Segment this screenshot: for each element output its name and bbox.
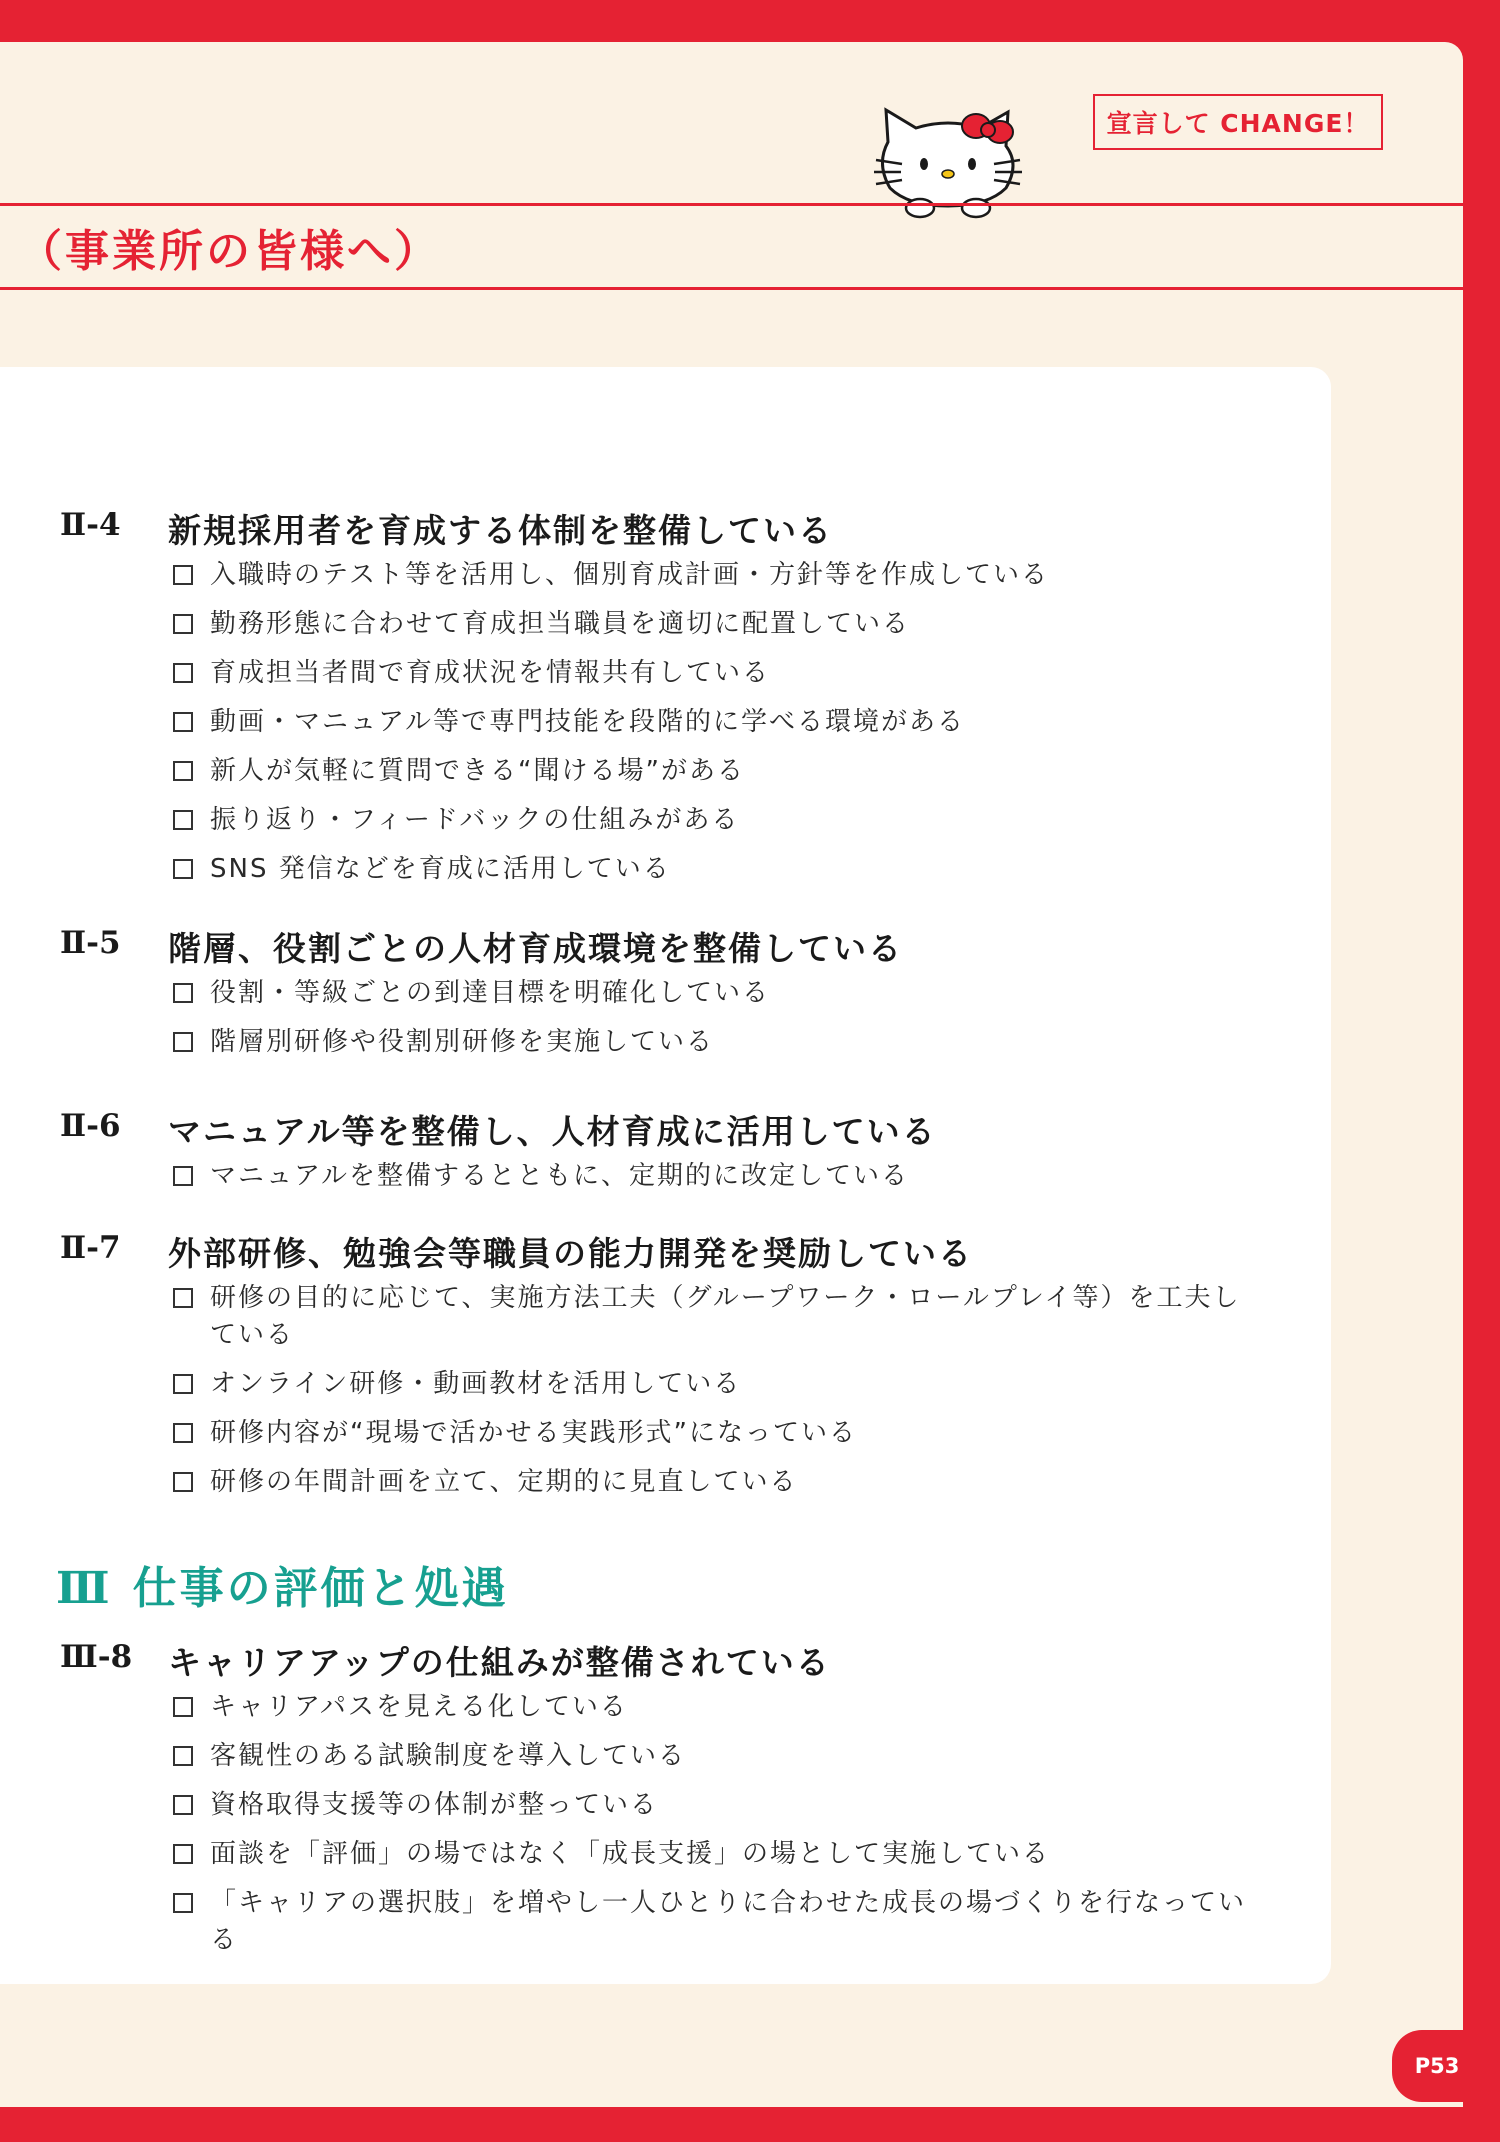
checkbox[interactable] xyxy=(173,1166,193,1186)
checkbox[interactable] xyxy=(173,712,193,732)
checklist-item xyxy=(0,1738,1331,1775)
checklist-item-label: 階層別研修や役割別研修を実施している xyxy=(210,1027,715,1057)
checklist-item xyxy=(0,1787,1331,1824)
checklist-item xyxy=(0,802,1331,839)
checklist-item-label: キャリアパスを見える化している xyxy=(210,1692,628,1722)
checkbox[interactable] xyxy=(173,565,193,585)
checklist-item xyxy=(0,1885,1331,1959)
checkbox[interactable] xyxy=(173,1472,193,1492)
checklist-item-label: 研修の目的に応じて、実施方法工夫（グループワーク・ロールプレイ等）を工夫している xyxy=(210,1283,1241,1350)
checklist-item xyxy=(0,655,1331,692)
checklist-item-label: オンライン研修・動画教材を活用している xyxy=(210,1369,742,1399)
checklist-item xyxy=(0,975,1331,1012)
checkbox[interactable] xyxy=(173,810,193,830)
section-title: マニュアル等を整備し、人材育成に活用している xyxy=(168,1112,937,1151)
checklist-item-label: 新人が気軽に質問できる“聞ける場”がある xyxy=(210,756,745,786)
chapter-title: 仕事の評価と処遇 xyxy=(132,1563,509,1614)
checklist-item-label: 振り返り・フィードバックの仕組みがある xyxy=(210,805,740,835)
change-declaration-badge: 宣言して CHANGE！ xyxy=(1093,94,1383,150)
section-number: Ⅱ-5 xyxy=(60,925,121,961)
checkbox[interactable] xyxy=(173,1844,193,1864)
section-number: Ⅱ-6 xyxy=(60,1108,121,1144)
checklist-item xyxy=(0,1464,1331,1501)
checklist-item xyxy=(0,606,1331,643)
chapter-3-heading xyxy=(56,1552,509,1616)
section-2-4 xyxy=(0,507,1331,900)
checklist-item xyxy=(0,1415,1331,1452)
section-number: Ⅲ-8 xyxy=(60,1639,133,1675)
checklist-item xyxy=(0,851,1331,888)
checklist-item xyxy=(0,1280,1331,1354)
checklist-item-label: 研修内容が“現場で活かせる実践形式”になっている xyxy=(210,1418,857,1448)
checklist-item xyxy=(0,1024,1331,1061)
section-2-6 xyxy=(0,1108,1331,1207)
checklist-item-label: 勤務形態に合わせて育成担当職員を適切に配置している xyxy=(210,609,911,639)
checklist-item-label: 役割・等級ごとの到達目標を明確化している xyxy=(210,978,771,1008)
section-2-7 xyxy=(0,1230,1331,1513)
checkbox[interactable] xyxy=(173,1746,193,1766)
chapter-number: Ⅲ xyxy=(56,1563,113,1614)
section-title: 新規採用者を育成する体制を整備している xyxy=(168,511,833,550)
page-number-tab: P53 xyxy=(1392,2030,1482,2102)
section-number: Ⅱ-7 xyxy=(60,1230,121,1266)
checklist-item-label: 客観性のある試験制度を導入している xyxy=(210,1741,687,1771)
section-title: キャリアアップの仕組みが整備されている xyxy=(168,1643,831,1682)
checkbox[interactable] xyxy=(173,1423,193,1443)
checklist-item-label: マニュアルを整備するとともに、定期的に改定している xyxy=(210,1161,909,1191)
page-sheet xyxy=(0,42,1463,2107)
checklist-item xyxy=(0,557,1331,594)
checkbox[interactable] xyxy=(173,1795,193,1815)
page-title: （事業所の皆様へ） xyxy=(18,225,441,277)
checkbox[interactable] xyxy=(173,663,193,683)
checkbox[interactable] xyxy=(173,614,193,634)
section-title: 外部研修、勉強会等職員の能力開発を奨励している xyxy=(168,1234,973,1273)
checklist-item xyxy=(0,1689,1331,1726)
checklist-item-label: 育成担当者間で育成状況を情報共有している xyxy=(210,658,771,688)
checkbox[interactable] xyxy=(173,1893,193,1913)
checklist-item-label: 面談を「評価」の場ではなく「成長支援」の場として実施している xyxy=(210,1839,1051,1869)
section-2-5 xyxy=(0,925,1331,1073)
checkbox[interactable] xyxy=(173,983,193,1003)
checklist-item-label: 研修の年間計画を立て、定期的に見直している xyxy=(210,1467,798,1497)
checkbox[interactable] xyxy=(173,1288,193,1308)
checklist-item-label: 入職時のテスト等を活用し、個別育成計画・方針等を作成している xyxy=(210,560,1049,590)
checklist-item xyxy=(0,1366,1331,1403)
checklist-item-label: 資格取得支援等の体制が整っている xyxy=(210,1790,659,1820)
section-3-8 xyxy=(0,1639,1331,1971)
checklist-item xyxy=(0,1836,1331,1873)
checklist-item xyxy=(0,753,1331,790)
checklist-item-label: 「キャリアの選択肢」を増やし一人ひとりに合わせた成長の場づくりを行なっている xyxy=(210,1888,1247,1955)
checklist-card xyxy=(0,367,1331,1984)
checkbox[interactable] xyxy=(173,1697,193,1717)
checklist-item-label: SNS 発信などを育成に活用している xyxy=(210,854,671,884)
section-number: Ⅱ-4 xyxy=(60,507,121,543)
checkbox[interactable] xyxy=(173,859,193,879)
checklist-item xyxy=(0,704,1331,741)
checklist-item xyxy=(0,1158,1331,1195)
page-title-band xyxy=(0,203,1463,290)
section-title: 階層、役割ごとの人材育成環境を整備している xyxy=(168,929,903,968)
checklist-item-label: 動画・マニュアル等で専門技能を段階的に学べる環境がある xyxy=(210,707,965,737)
checkbox[interactable] xyxy=(173,761,193,781)
checkbox[interactable] xyxy=(173,1374,193,1394)
checkbox[interactable] xyxy=(173,1032,193,1052)
